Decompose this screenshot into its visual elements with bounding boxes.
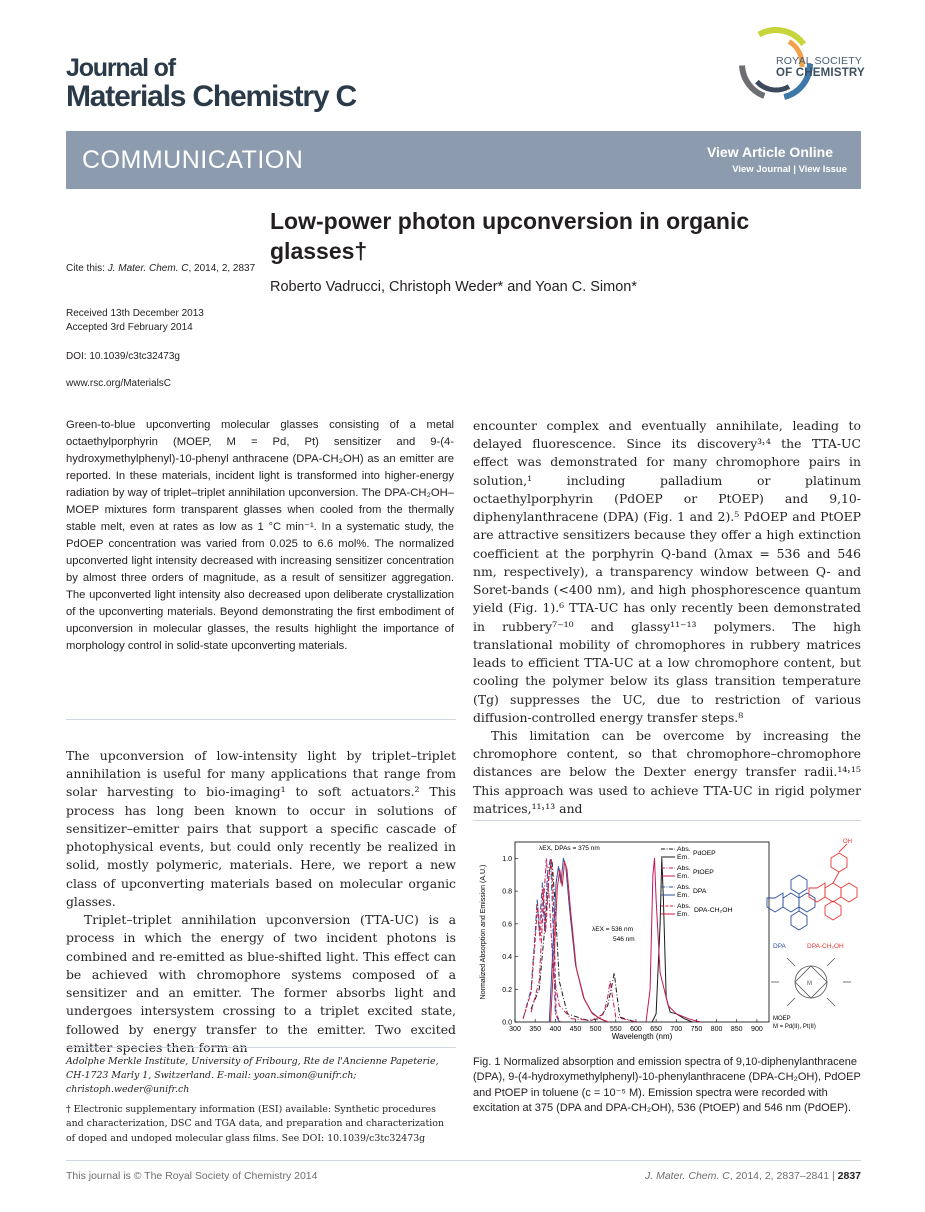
- legend-dpach2oh-label: DPA-CH₂OH: [694, 907, 733, 914]
- view-article-online-link[interactable]: View Article Online: [706, 144, 833, 160]
- legend-abs-dpach2oh: Abs.: [677, 903, 691, 910]
- series-lines: [523, 858, 700, 1022]
- legend-em-pdoep: Em.: [677, 854, 690, 861]
- spectra-chart: [480, 842, 769, 1041]
- legend-em-ptoep: Em.: [677, 873, 690, 880]
- view-links: [732, 164, 847, 175]
- legend-dpa-label: DPA: [693, 888, 707, 895]
- moep-structure-label: MOEP: [773, 1016, 791, 1022]
- citation: [66, 262, 256, 276]
- body-paragraph-3: encounter complex and eventually annihilate, leading to delayed fluorescence. Since its discovery³˒⁴ the TTA-UC effect was demonstrated for many chromophore pairs in solution,¹ including palladium or platinum octaethylporphyrin (PdOEP or PtOEP) and 9,10-diphenylanthracene (DPA) (Fig. 1 and 2).⁵ PdOEP and PtOEP are attractive sensitizers because they offer a high extinction coefficient at the porphyrin Q-band (λmax = 536 and 546 nm, respectively), a transparency window between Q- and Soret-bands (<400 nm), and high phosphorescence quantum yield (Fig. 1).⁶ TTA-UC has only recently been demonstrated in rubbery⁷⁻¹⁰ and glassy¹¹⁻¹³ polymers. The high translational mobility of chromophores in rubbery matrices leads to efficient TTA-UC at a low chromophore content, but cooling the polymer below its glass transition temperature (Tg) suppresses the UC, due to restriction of various diffusion-controlled energy transfer steps.⁸: [473, 418, 861, 725]
- view-links-separator: |: [790, 164, 799, 175]
- y-tick-label: 0.2: [502, 986, 512, 994]
- article-type: COMMUNICATION: [82, 146, 304, 174]
- doi[interactable]: DOI: 10.1039/c3tc32473g: [66, 351, 180, 362]
- journal-url[interactable]: www.rsc.org/MaterialsC: [66, 378, 172, 389]
- cite-journal: J. Mater. Chem. C: [107, 263, 189, 274]
- y-tick-label: 0.0: [502, 1019, 512, 1027]
- x-axis-label: Wavelength (nm): [611, 1032, 673, 1041]
- dpa-ch2oh-structure-icon: [809, 844, 857, 920]
- y-tick-label: 1.0: [502, 855, 512, 863]
- figure-1-caption: Fig. 1 Normalized absorption and emission spectra of 9,10-diphenylanthracene (DPA), 9-(4-hydroxymethylphenyl)-10-phenylanthracene (DPA-CH₂OH), PdOEP and PtOEP in toluene (c = 10⁻⁵ M). Emission spectra were recorded with excitation at 375 (DPA and DPA-CH₂OH), 536 (PtOEP) and 546 nm (PdOEP).: [473, 1056, 861, 1115]
- received-date: Received 13th December 2013: [66, 308, 204, 319]
- footnotes: [66, 1055, 456, 1146]
- moep-metal-definition: M = Pd(II), Pt(II): [773, 1024, 816, 1030]
- footer-divider: [66, 1160, 861, 1161]
- x-tick-label: 900: [751, 1026, 763, 1033]
- page-number: 2837: [837, 1170, 861, 1182]
- legend-ptoep-label: PtOEP: [693, 869, 714, 876]
- body-right-column: [473, 417, 861, 818]
- x-tick-label: 800: [710, 1026, 723, 1033]
- chart-legend: [661, 846, 732, 918]
- article-title: Low-power photon upconversion in organic glasses†: [270, 208, 750, 264]
- view-journal-link[interactable]: View Journal: [732, 164, 791, 175]
- figure-1: [473, 830, 861, 1042]
- legend-abs-dpa: Abs.: [677, 884, 691, 891]
- cite-label: Cite this:: [66, 263, 108, 274]
- x-tick-label: 850: [730, 1026, 743, 1033]
- dpa-structure-icon: [767, 875, 815, 930]
- footer-volume-pages: , 2014, 2, 2837–2841 |: [729, 1170, 838, 1182]
- copyright-footer: This journal is © The Royal Society of Chemistry 2014: [66, 1170, 318, 1182]
- body-left-column: [66, 747, 456, 1057]
- article-type-banner: [66, 131, 861, 189]
- x-tick-label: 400: [549, 1026, 562, 1033]
- x-tick-label: 500: [589, 1026, 602, 1033]
- x-tick-label: 450: [569, 1026, 582, 1033]
- legend-pdoep-label: PdOEP: [693, 850, 716, 857]
- cite-details: , 2014, 2, 2837: [188, 263, 256, 274]
- footnote-divider: [66, 1047, 456, 1048]
- y-tick-label: 0.8: [502, 888, 512, 896]
- oh-group-label: OH: [843, 839, 852, 845]
- body-paragraph-2: Triplet–triplet annihilation upconversion (TTA-UC) is a process in which the energy of two incident photons is combined and re-emitted as blue-shifted light. This effect can be achieved with chromophore systems composed of a sensitizer and an emitter. The former absorbs light and undergoes intersystem crossing to a triplet excited state, followed by energy transfer to the emitter. Two excited emitter species then form an: [66, 912, 456, 1055]
- affiliation-footnote: Adolphe Merkle Institute, University of Fribourg, Rte de l'Ancienne Papeterie, CH-1723 Marly 1, Switzerland. E-mail: yoan.simon@unifr.ch; christoph.weder@unifr.ch: [66, 1056, 439, 1096]
- footer-journal: J. Mater. Chem. C: [645, 1170, 730, 1182]
- series-line-em-ptoep: [646, 858, 701, 1022]
- abstract: Green-to-blue upconverting molecular glasses consisting of a metal octaethylporphyrin (MOEP, M = Pd, Pt) sensitizer and 9-(4-hydroxymethylphenyl)-10-phenyl anthracene (DPA-CH₂OH) as an emitter are reported. In these materials, incident light is transformed into higher-energy radiation by way of triplet–triplet annihilation upconversion. The DPA-CH₂OH–MOEP mixtures form transparent glasses when cooled from the thermally stable melt, even at rates as low as 1 °C min⁻¹. In a systematic study, the PdOEP concentration was varied from 0.025 to 6.6 mol%. The normalized upconverted light intensity decreased with increasing sensitizer concentration by almost three orders of magnitude, as a result of sensitizer aggregation. The upconverted light intensity also decreased upon deliberate crystallization of the upconverting materials. Beyond demonstrating the first embodiment of upconversion in molecular glasses, the results highlight the importance of morphology control in solid-state upconverting materials.: [66, 419, 454, 652]
- svg-text:M: M: [807, 981, 812, 987]
- dpa-structure-label: DPA: [773, 943, 786, 950]
- y-tick-label: 0.4: [502, 954, 512, 962]
- x-tick-label: 350: [529, 1026, 542, 1033]
- series-line-em-dpa-ch-oh: [551, 862, 609, 1022]
- publisher-name: [776, 56, 865, 79]
- x-tick-label: 750: [690, 1026, 703, 1033]
- annotation-375nm: λEX, DPAs = 375 nm: [539, 845, 600, 852]
- publisher-line2: OF CHEMISTRY: [776, 67, 865, 80]
- axis-ticks: [502, 856, 763, 1033]
- publisher-line1: ROYAL SOCIETY: [776, 55, 863, 67]
- dpa-ch2oh-structure-label: DPA-CH₂OH: [807, 943, 844, 950]
- journal-name: [66, 56, 356, 112]
- body-paragraph-4: This limitation can be overcome by increasing the chromophore content, so that chromophore–chromophore distances are below the Dexter energy transfer radii.¹⁴˒¹⁵ This approach was used to achieve TTA-UC in rigid polymer matrices,¹¹˒¹³ and: [473, 727, 861, 816]
- dates: [66, 307, 204, 335]
- journal-name-line1: Journal of: [66, 54, 175, 82]
- x-tick-label: 300: [509, 1026, 521, 1033]
- y-axis-label: Normalized Absorption and Emission (A.U.): [480, 864, 487, 1000]
- moep-structure-icon: [771, 958, 851, 1006]
- journal-name-line2: Materials Chemistry C: [66, 80, 356, 113]
- abstract-divider: [66, 719, 456, 720]
- figure-top-divider: [473, 820, 861, 821]
- body-paragraph-1: The upconversion of low-intensity light by triplet–triplet annihilation is useful for many applications that range from solar harvesting to bio-imaging¹ to soft actuators.² This process has long been known to occur in solutions of sensitizer–emitter pairs that support a specific cascade of photophysical events, but could only recently be realized in solid, mostly polymeric, materials. Here, we report a new class of upconverting materials based on molecular organic glasses.: [66, 748, 456, 909]
- annotation-536nm: λEX = 536 nm: [592, 926, 634, 933]
- legend-em-dpach2oh: Em.: [677, 911, 690, 918]
- x-tick-label: 600: [630, 1026, 642, 1033]
- x-tick-label: 550: [609, 1026, 622, 1033]
- view-issue-link[interactable]: View Issue: [798, 164, 847, 175]
- article-authors: Roberto Vadrucci, Christoph Weder* and Yoan C. Simon*: [270, 279, 638, 295]
- legend-abs-pdoep: Abs.: [677, 846, 691, 853]
- y-tick-label: 0.6: [502, 921, 512, 929]
- accepted-date: Accepted 3rd February 2014: [66, 322, 193, 333]
- legend-em-dpa: Em.: [677, 892, 690, 899]
- legend-abs-ptoep: Abs.: [677, 865, 691, 872]
- page-footer: [645, 1170, 861, 1182]
- x-tick-label: 700: [670, 1026, 683, 1033]
- x-tick-label: 650: [650, 1026, 662, 1033]
- annotation-546nm: 546 nm: [613, 936, 635, 943]
- esi-footnote: † Electronic supplementary information (ESI) available: Synthetic procedures and characterization, DSC and TGA data, and preparation and characterization of doped and undoped molecular glass films. See DOI: 10.1039/c3tc32473g: [66, 1104, 444, 1144]
